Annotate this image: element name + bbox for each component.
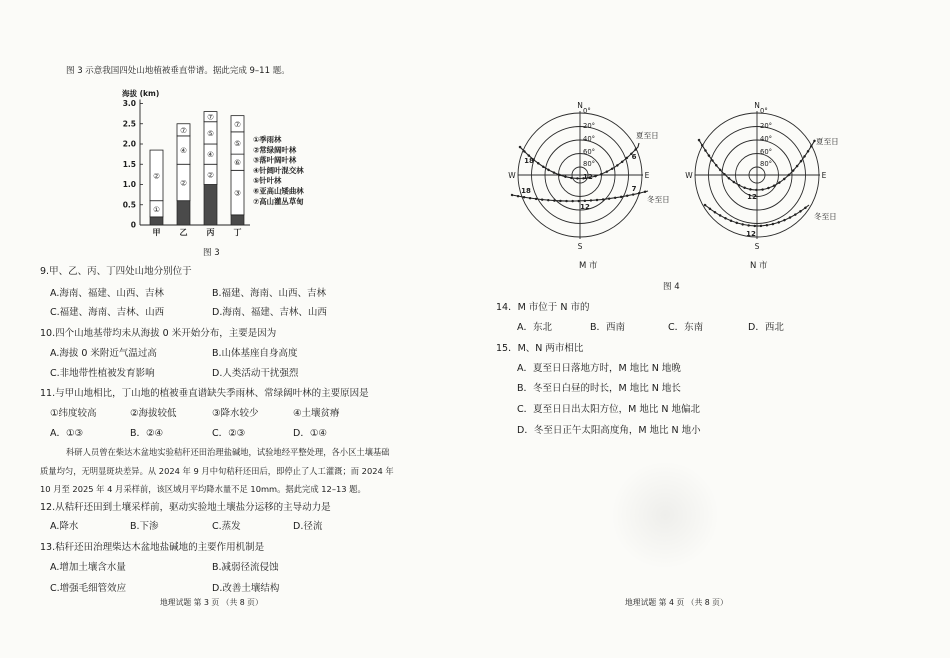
hour-label: 18 <box>524 157 534 165</box>
y-tick-label: 0.5 <box>122 200 136 210</box>
question-15-option-b[interactable]: B．冬至日白昼的时长，M 地比 N 地长 <box>517 383 681 394</box>
question-14-option-d[interactable]: D．西北 <box>748 322 784 333</box>
passage-line-1: 科研人员曾在柴达木盆地实验秸秆还田治理盐碱地，试验地经平整处理，各小区土壤基础 <box>66 447 390 457</box>
hour-label: 12 <box>583 173 593 181</box>
diagram-n-name: N 市 <box>750 261 768 271</box>
zone-mark-label: ⑦ <box>234 119 241 129</box>
question-11-statement-1: ①纬度较高 <box>50 408 97 419</box>
figure4-caption: 图 4 <box>663 282 680 292</box>
sun-path-diagram-n <box>677 95 855 255</box>
zone-mark-label: ① <box>153 204 160 214</box>
winter-solstice-label: 冬至日 <box>647 195 670 204</box>
south-label: S <box>577 242 583 251</box>
base-elevation-bar <box>231 215 244 225</box>
zone-mark-label: ② <box>180 178 187 188</box>
question-10-option-b[interactable]: B.山体基座自身高度 <box>212 348 298 359</box>
y-tick-label: 2.5 <box>122 119 136 129</box>
question-11-option-b[interactable]: B．②④ <box>130 428 164 439</box>
hour-label: 6 <box>631 153 637 161</box>
west-label: W <box>508 171 516 180</box>
question-15-option-c[interactable]: C．夏至日日出太阳方位，M 地比 N 地偏北 <box>517 404 700 415</box>
altitude-ring-label: 40° <box>583 135 596 143</box>
question-11-stem: 11.与甲山地相比，丁山地的植被垂直谱缺失季雨林、常绿阔叶林的主要原因是 <box>40 388 369 399</box>
legend-item: ①季雨林 <box>253 135 282 144</box>
question-15-option-d[interactable]: D．冬至日正午太阳高度角，M 地比 N 地小 <box>517 425 701 436</box>
altitude-ring-label: 0° <box>583 107 591 115</box>
west-label: W <box>685 171 693 180</box>
y-tick-label: 1.5 <box>122 159 136 169</box>
question-9-option-c[interactable]: C.福建、海南、吉林、山西 <box>50 307 165 318</box>
question-15-option-a[interactable]: A．夏至日日落地方时，M 地比 N 地晚 <box>517 363 681 374</box>
altitude-ring-label: 60° <box>583 148 596 156</box>
page-footer-right: 地理试题 第 4 页 （共 8 页） <box>625 598 728 607</box>
altitude-ring-label: 40° <box>760 135 773 143</box>
zone-mark-label: ⑦ <box>180 125 187 135</box>
question-14-option-a[interactable]: A．东北 <box>517 322 552 333</box>
zone-mark-label: ⑤ <box>234 138 241 148</box>
question-10-option-c[interactable]: C.非地带性植被发育影响 <box>50 368 155 379</box>
east-label: E <box>821 171 827 180</box>
category-label: 丙 <box>206 228 215 237</box>
legend-item: ③落叶阔叶林 <box>253 155 297 165</box>
summer-solstice-label: 夏至日 <box>636 131 659 140</box>
altitude-ring-label: 0° <box>760 107 768 115</box>
north-label: N <box>577 101 583 110</box>
diagram-m-name: M 市 <box>579 261 598 271</box>
zone-mark-label: ⑥ <box>234 158 241 168</box>
question-11-option-d[interactable]: D．①④ <box>293 428 327 439</box>
question-10-stem: 10.四个山地基带均未从海拔 0 米开始分布，主要是因为 <box>40 328 277 339</box>
category-label: 甲 <box>152 228 161 237</box>
question-13-option-d[interactable]: D.改善土壤结构 <box>212 583 280 594</box>
question-9-stem: 9.甲、乙、丙、丁四处山地分别位于 <box>40 266 192 277</box>
question-9-option-d[interactable]: D.海南、福建、吉林、山西 <box>212 307 327 318</box>
question-13-option-a[interactable]: A.增加土壤含水量 <box>50 562 126 573</box>
legend-item: ⑥亚高山矮曲林 <box>253 186 304 196</box>
category-label: 丁 <box>233 228 242 237</box>
hour-label: 18 <box>521 187 531 195</box>
question-12-option-b[interactable]: B.下渗 <box>130 521 159 532</box>
legend-item: ⑤针叶林 <box>253 176 282 186</box>
question-14-stem: 14．M 市位于 N 市的 <box>496 302 590 313</box>
base-elevation-bar <box>204 185 217 226</box>
altitude-ring-label: 20° <box>583 122 596 130</box>
zone-mark-label: ⑤ <box>207 128 214 138</box>
hour-label: 12 <box>580 203 590 211</box>
zone-mark-label: ② <box>153 171 160 181</box>
passage-line-3: 10 月至 2025 年 4 月采样前，该区域月平均降水量不足 10mm。据此完成 12–13 题。 <box>40 484 366 494</box>
question-12-option-a[interactable]: A.降水 <box>50 521 79 532</box>
question-13-option-c[interactable]: C.增强毛细管效应 <box>50 583 127 594</box>
hour-label: 12 <box>746 230 756 238</box>
legend-item: ⑦高山灌丛草甸 <box>253 196 304 206</box>
y-tick-label: 0 <box>130 220 136 230</box>
question-12-stem: 12.从秸秆还田到土壤采样前，驱动实验地土壤盐分运移的主导动力是 <box>40 502 331 513</box>
y-tick-label: 3.0 <box>122 99 136 109</box>
vegetation-zone-chart <box>100 85 340 245</box>
y-axis-label: 海拔 (km) <box>122 89 160 98</box>
sun-path-diagram-m <box>500 95 678 255</box>
south-label: S <box>754 242 760 251</box>
zone-mark-label: ② <box>207 170 214 180</box>
scan-smudge <box>610 460 720 570</box>
summer-solstice-path <box>520 143 639 179</box>
legend-item: ②常绿阔叶林 <box>253 145 297 155</box>
legend-item: ④针阔叶混交林 <box>253 165 304 175</box>
base-elevation-bar <box>150 217 163 225</box>
altitude-ring-label: 20° <box>760 122 773 130</box>
north-label: N <box>754 101 760 110</box>
base-elevation-bar <box>177 201 190 225</box>
question-15-stem: 15．M、N 两市相比 <box>496 343 584 354</box>
question-13-stem: 13.秸秆还田治理柴达木盆地盐碱地的主要作用机制是 <box>40 542 265 553</box>
east-label: E <box>644 171 650 180</box>
zone-mark-label: ④ <box>207 150 214 160</box>
question-12-option-d[interactable]: D.径流 <box>293 521 323 532</box>
question-11-statement-2: ②海拔较低 <box>130 408 177 419</box>
question-10-option-d[interactable]: D.人类活动干扰强烈 <box>212 368 299 379</box>
zone-mark-label: ③ <box>234 188 241 198</box>
y-tick-label: 1.0 <box>122 180 136 190</box>
zone-mark-label: ⑦ <box>207 112 214 122</box>
question-9-option-b[interactable]: B.福建、海南、山西、吉林 <box>212 288 327 299</box>
page-footer-left: 地理试题 第 3 页 （共 8 页） <box>160 598 263 607</box>
question-14-option-c[interactable]: C．东南 <box>668 322 704 333</box>
altitude-ring-label: 80° <box>760 160 773 168</box>
question-12-option-c[interactable]: C.蒸发 <box>212 521 241 532</box>
figure3-intro: 图 3 示意我国四处山地植被垂直带谱。据此完成 9–11 题。 <box>66 66 290 76</box>
question-9-option-a[interactable]: A.海南、福建、山西、吉林 <box>50 288 164 299</box>
question-13-option-b[interactable]: B.减弱径流侵蚀 <box>212 562 279 573</box>
altitude-ring-label: 60° <box>760 148 773 156</box>
zone-mark-label: ④ <box>180 146 187 156</box>
question-10-option-a[interactable]: A.海拔 0 米附近气温过高 <box>50 348 157 359</box>
category-label: 乙 <box>179 228 188 237</box>
figure3-caption: 图 3 <box>203 248 220 258</box>
question-14-option-b[interactable]: B．西南 <box>590 322 626 333</box>
question-11-statement-4: ④土壤贫瘠 <box>293 408 340 419</box>
passage-line-2: 质量均匀，无明显斑块差异。从 2024 年 9 月中旬秸秆还田后，即停止了人工灌溉；而 2024 年 <box>40 466 394 476</box>
hour-label: 12 <box>747 193 757 201</box>
altitude-ring-label: 80° <box>583 160 596 168</box>
question-11-option-a[interactable]: A．①③ <box>50 428 84 439</box>
hour-label: 7 <box>631 185 637 193</box>
y-tick-label: 2.0 <box>122 139 136 149</box>
question-11-statement-3: ③降水较少 <box>212 408 259 419</box>
summer-solstice-label: 夏至日 <box>816 137 839 146</box>
winter-solstice-label: 冬至日 <box>814 212 837 221</box>
question-11-option-c[interactable]: C．②③ <box>212 428 246 439</box>
